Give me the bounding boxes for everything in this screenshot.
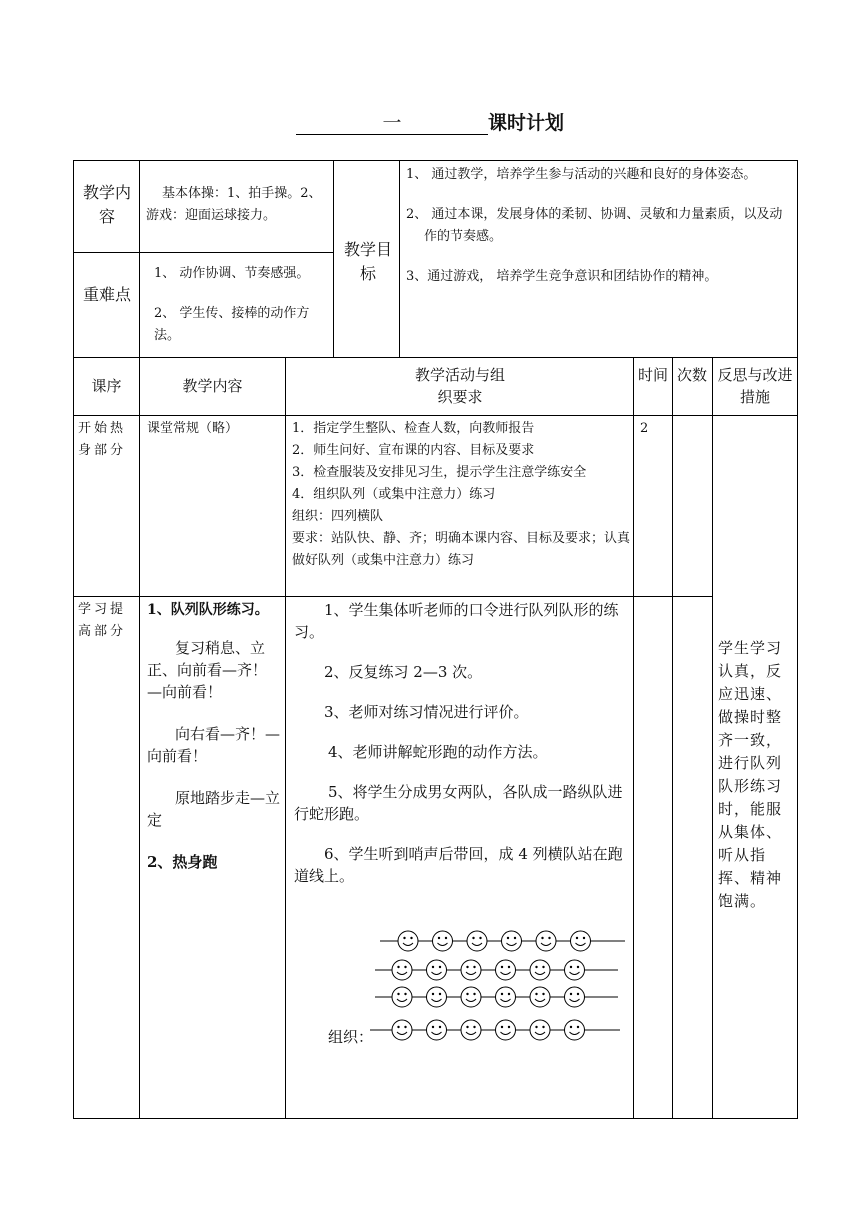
activity-line: 4．组织队列（或集中注意力）练习 bbox=[292, 487, 496, 502]
section-1-name: 开始热身部分 bbox=[78, 421, 127, 458]
student-face-icon bbox=[392, 987, 412, 1007]
title-suffix: 课时计划 bbox=[487, 112, 564, 134]
difficulty-list bbox=[146, 263, 328, 347]
student-face-icon bbox=[530, 987, 550, 1007]
col-content: 教学内容 bbox=[182, 377, 243, 395]
col-activity: 教学活动与组织要求 bbox=[414, 366, 505, 406]
activity-line: 1、学生集体听老师的口令进行队列队形的练习。 bbox=[294, 601, 619, 641]
goals-list bbox=[406, 164, 791, 288]
activity-line: 6、学生听到哨声后带回，成 4 列横队站在跑道线上。 bbox=[294, 845, 623, 885]
section-2-content bbox=[147, 599, 281, 873]
student-face-icon bbox=[565, 960, 585, 980]
formation-label: 组织： bbox=[328, 1028, 374, 1046]
student-face-icon bbox=[392, 960, 412, 980]
goal-item-3: 3、通过游戏， 培养学生竞争意识和团结协作的精神。 bbox=[406, 269, 718, 284]
goal-item-2: 2、 通过本课，发展身体的柔韧、协调、灵敏和力量素质，以及动作的节奏感。 bbox=[406, 207, 783, 244]
difficulty-item-1: 1、 动作协调、节奏感强。 bbox=[154, 266, 310, 281]
content-item: 复习稍息、立正、向前看—齐！—向前看！ bbox=[147, 639, 268, 701]
student-face-icon bbox=[502, 931, 522, 951]
col-time: 时间 bbox=[638, 366, 669, 384]
activity-line: 3、老师对练习情况进行评价。 bbox=[324, 703, 529, 721]
content-label: 教学内容 bbox=[82, 183, 131, 226]
difficulty-label: 重难点 bbox=[82, 285, 131, 304]
student-face-icon bbox=[571, 931, 591, 951]
section-1-activities bbox=[292, 418, 630, 572]
student-face-icon bbox=[461, 960, 481, 980]
activity-line: 要求：站队快、静、齐；明确本课内容、目标及要求；认真做好队列（或集中注意力）练习 bbox=[292, 531, 631, 568]
content-item: 原地踏步走—立定 bbox=[147, 789, 281, 829]
activity-line: 4、老师讲解蛇形跑的动作方法。 bbox=[328, 743, 548, 761]
student-face-icon bbox=[433, 931, 453, 951]
section-1-time: 2 bbox=[640, 421, 649, 436]
student-face-icon bbox=[536, 931, 556, 951]
student-face-icon bbox=[461, 1020, 481, 1040]
content-heading-2: 2、热身跑 bbox=[147, 853, 218, 871]
section-2-reflection: 学生学习认真，反应迅速、做操时整齐一致，进行队列队形练习时，能服从集体、听从指挥、精神饱满。 bbox=[718, 639, 783, 910]
student-face-icon bbox=[496, 987, 516, 1007]
student-face-icon bbox=[530, 960, 550, 980]
student-face-icon bbox=[565, 987, 585, 1007]
formation-diagram bbox=[320, 925, 630, 1050]
content-item: 向右看—齐！—向前看！ bbox=[147, 725, 281, 765]
student-face-icon bbox=[427, 1020, 447, 1040]
student-face-icon bbox=[461, 987, 481, 1007]
lesson-number: 一 bbox=[296, 112, 488, 135]
section-2-name: 学习提高部分 bbox=[78, 602, 127, 639]
student-face-icon bbox=[392, 1020, 412, 1040]
student-face-icon bbox=[467, 931, 487, 951]
activity-line: 1．指定学生整队、检查人数，向教师报告 bbox=[292, 421, 535, 436]
activity-line: 组织：四列横队 bbox=[292, 509, 384, 524]
student-face-icon bbox=[530, 1020, 550, 1040]
activity-line: 2．师生问好、宣布课的内容、目标及要求 bbox=[292, 443, 535, 458]
student-face-icon bbox=[427, 987, 447, 1007]
student-face-icon bbox=[427, 960, 447, 980]
student-face-icon bbox=[565, 1020, 585, 1040]
col-reflection: 反思与改进措施 bbox=[717, 366, 793, 406]
section-1-content: 课堂常规（略） bbox=[147, 421, 239, 436]
student-face-icon bbox=[496, 1020, 516, 1040]
activity-line: 2、反复练习 2—3 次。 bbox=[324, 663, 483, 681]
content-text: 基本体操：1、拍手操。2、游戏：迎面运球接力。 bbox=[146, 186, 322, 223]
activity-line: 3．检查服装及安排见习生，提示学生注意学练安全 bbox=[292, 465, 587, 480]
activity-line: 5、将学生分成男女两队，各队成一路纵队进行蛇形跑。 bbox=[294, 783, 623, 823]
goal-label: 教学目标 bbox=[344, 240, 393, 283]
student-face-icon bbox=[398, 931, 418, 951]
student-face-icon bbox=[496, 960, 516, 980]
col-count: 次数 bbox=[677, 366, 708, 384]
page-title bbox=[0, 108, 860, 135]
goal-item-1: 1、 通过教学，培养学生参与活动的兴趣和良好的身体姿态。 bbox=[406, 167, 757, 182]
col-order: 课序 bbox=[91, 377, 122, 395]
content-heading: 1、队列队形练习。 bbox=[147, 602, 269, 618]
section-2-activities bbox=[294, 599, 628, 905]
difficulty-item-2: 2、 学生传、接棒的动作方法。 bbox=[154, 306, 310, 343]
